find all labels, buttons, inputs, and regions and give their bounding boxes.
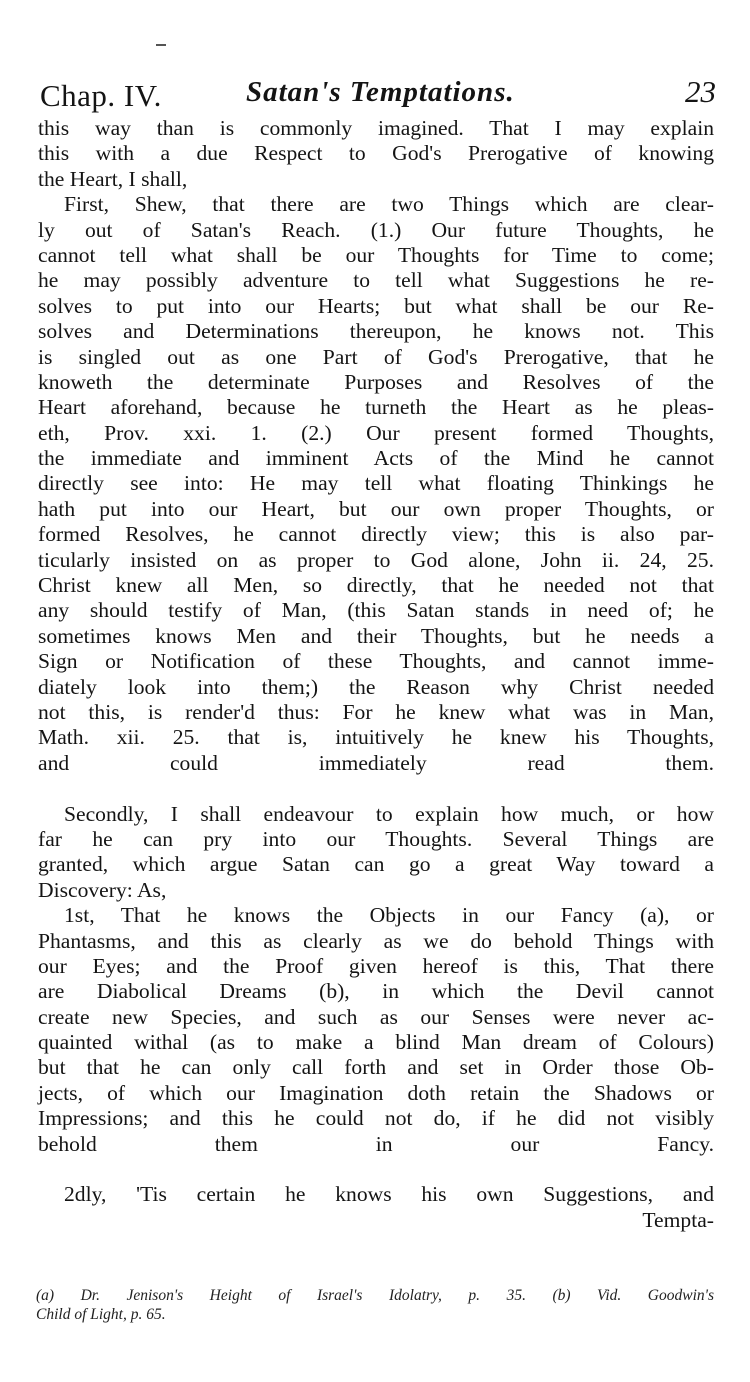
text-line: he may possibly adventure to tell what Suggestions he re-	[38, 268, 714, 293]
text-line	[38, 1157, 714, 1182]
text-line: create new Species, and such as our Senses were never ac-	[38, 1004, 714, 1029]
text-line: is singled out as one Part of God's Prerogative, that he	[38, 344, 714, 369]
body-text	[38, 116, 714, 1233]
text-line: jects, of which our Imagination doth retain the Shadows or	[38, 1080, 714, 1105]
text-line: Tempta-	[642, 1207, 714, 1232]
text-line: quainted withal (as to make a blind Man dream of Colours)	[38, 1030, 714, 1055]
text-line: Christ knew all Men, so directly, that he needed not that	[38, 573, 714, 598]
text-line: knoweth the determinate Purposes and Resolves of the	[38, 369, 714, 394]
text-line: Sign or Notification of these Thoughts, and cannot imme-	[38, 649, 714, 674]
text-line: Phantasms, and this as clearly as we do behold Things with	[38, 928, 714, 953]
text-line: the immediate and imminent Acts of the Mind he cannot	[38, 446, 714, 471]
text-line: but that he can only call forth and set in Order those Ob-	[38, 1055, 714, 1080]
text-line: granted, which argue Satan can go a great Way toward a	[38, 852, 714, 877]
page-number: 23	[685, 74, 716, 109]
text-line: ticularly insisted on as proper to God alone, John ii. 24, 25.	[38, 547, 714, 572]
text-line: far he can pry into our Thoughts. Several Things are	[38, 826, 714, 851]
footnote-line: Child of Light, p. 65.	[36, 1306, 166, 1323]
text-line: Secondly, I shall endeavour to explain how much, or how	[64, 801, 714, 826]
text-line: our Eyes; and the Proof given hereof is this, That there	[38, 953, 714, 978]
footnotes	[36, 1286, 714, 1324]
text-line: hath put into our Heart, but our own proper Thoughts, or	[38, 496, 714, 521]
text-line: eth, Prov. xxi. 1. (2.) Our present formed Thoughts,	[38, 420, 714, 445]
top-mark	[156, 44, 166, 46]
text-line: behold them in our Fancy.	[38, 1131, 714, 1156]
text-line: cannot tell what shall be our Thoughts for Time to come;	[38, 242, 714, 267]
text-line: directly see into: He may tell what floating Thinkings he	[38, 471, 714, 496]
text-line: solves and Determinations thereupon, he knows not. This	[38, 319, 714, 344]
text-line: ly out of Satan's Reach. (1.) Our future Thoughts, he	[38, 217, 714, 242]
text-line: First, Shew, that there are two Things which are clear-	[64, 192, 714, 217]
footnote-line: (a) Dr. Jenison's Height of Israel's Idolatry, p. 35. (b) Vid. Goodwin's	[36, 1287, 714, 1304]
text-line: 1st, That he knows the Objects in our Fancy (a), or	[64, 903, 714, 928]
text-line: formed Resolves, he cannot directly view; this is also par-	[38, 522, 714, 547]
running-header	[40, 74, 716, 120]
text-line: and could immediately read them.	[38, 750, 714, 775]
text-line: are Diabolical Dreams (b), in which the Devil cannot	[38, 979, 714, 1004]
text-line: Impressions; and this he could not do, if he did not visibly	[38, 1106, 714, 1131]
text-line: any should testify of Man, (this Satan stands in need of; he	[38, 598, 714, 623]
text-line: the Heart, I shall,	[38, 166, 188, 191]
text-line: this with a due Respect to God's Prerogative of knowing	[38, 141, 714, 166]
text-line: Discovery: As,	[38, 877, 167, 902]
text-line: solves to put into our Hearts; but what shall be our Re-	[38, 293, 714, 318]
text-line: not this, is render'd thus: For he knew what was in Man,	[38, 699, 714, 724]
text-line: Math. xii. 25. that is, intuitively he knew his Thoughts,	[38, 725, 714, 750]
text-line: Heart aforehand, because he turneth the Heart as he pleas-	[38, 395, 714, 420]
text-line: sometimes knows Men and their Thoughts, but he needs a	[38, 623, 714, 648]
chapter-label: Chap. IV.	[40, 78, 162, 113]
text-line: diately look into them;) the Reason why Christ needed	[38, 674, 714, 699]
text-line: this way than is commonly imagined. That I may explain	[38, 116, 714, 140]
text-line	[38, 776, 714, 801]
running-title: Satan's Temptations.	[246, 76, 515, 108]
text-line: 2dly, 'Tis certain he knows his own Suggestions, and	[64, 1182, 714, 1207]
